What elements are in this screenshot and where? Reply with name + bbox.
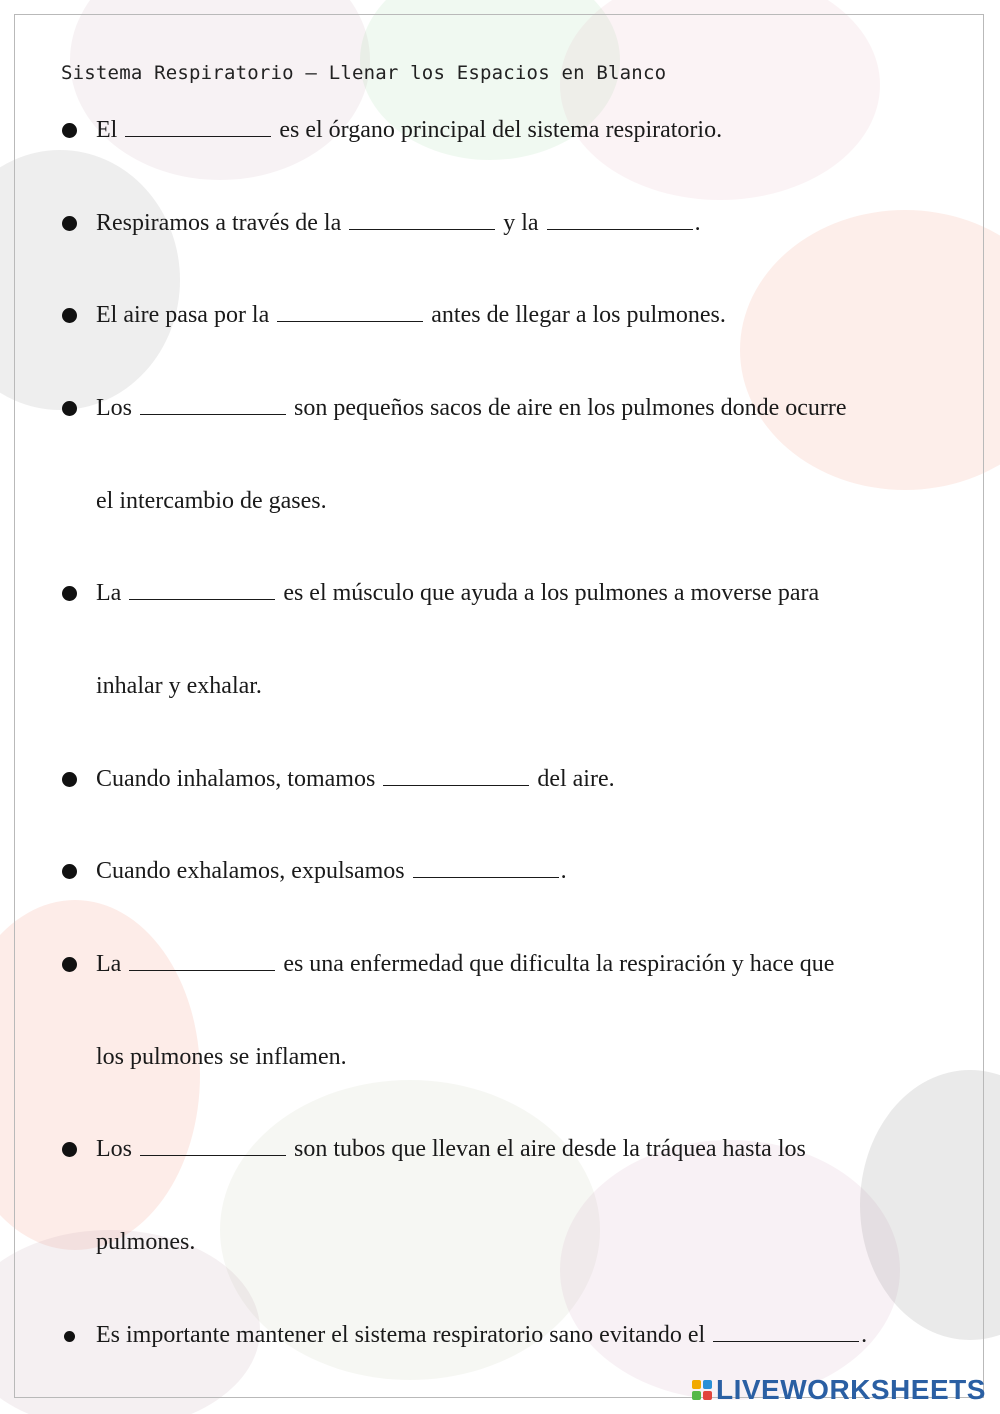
question-text: del aire.: [537, 766, 615, 792]
question-9: [96, 1134, 806, 1164]
question-text: El: [96, 117, 118, 143]
question-7: [96, 856, 567, 886]
answer-blank-1[interactable]: [125, 116, 271, 137]
question-text: antes de llegar a los pulmones.: [431, 302, 726, 328]
liveworksheets-logo-icon: [692, 1380, 712, 1400]
answer-blank-7[interactable]: [413, 857, 559, 878]
bullet-icon: [62, 308, 77, 323]
bullet-icon: [62, 1142, 77, 1157]
bullet-icon: [62, 864, 77, 879]
question-text: Los: [96, 1136, 132, 1162]
bullet-icon: [64, 1331, 75, 1342]
question-6: [96, 764, 615, 794]
question-text: Cuando exhalamos, expulsamos: [96, 858, 405, 884]
logo-text: LIVEWORKSHEETS: [716, 1374, 986, 1405]
question-text: Los: [96, 395, 132, 421]
question-text: La: [96, 580, 122, 606]
question-8: [96, 949, 834, 979]
question-text: es el órgano principal del sistema respiratorio.: [279, 117, 723, 143]
question-text: .: [694, 210, 701, 236]
answer-blank-8[interactable]: [129, 950, 275, 971]
bullet-icon: [62, 772, 77, 787]
question-text: Es importante mantener el sistema respiratorio sano evitando el: [96, 1322, 706, 1348]
question-4-continuation: el intercambio de gases.: [96, 488, 327, 514]
question-5: [96, 578, 819, 608]
question-10: [96, 1320, 867, 1350]
question-2: [96, 208, 701, 238]
question-text: Respiramos a través de la: [96, 210, 342, 236]
question-text: y la: [503, 210, 539, 236]
question-text: Cuando inhalamos, tomamos: [96, 766, 376, 792]
answer-blank-4[interactable]: [140, 394, 286, 415]
question-3: [96, 300, 726, 330]
worksheet-title: Sistema Respiratorio – Llenar los Espacios en Blanco: [61, 62, 667, 84]
question-text: es una enfermedad que dificulta la respiración y hace que: [283, 951, 835, 977]
question-text: La: [96, 951, 122, 977]
bullet-icon: [62, 586, 77, 601]
question-text: El aire pasa por la: [96, 302, 270, 328]
answer-blank-3[interactable]: [277, 301, 423, 322]
question-4: [96, 393, 847, 423]
question-5-continuation: inhalar y exhalar.: [96, 673, 262, 699]
question-text: es el músculo que ayuda a los pulmones a moverse para: [283, 580, 820, 606]
question-text: .: [560, 858, 567, 884]
answer-blank-2a[interactable]: [349, 209, 495, 230]
bullet-icon: [62, 957, 77, 972]
question-8-continuation: los pulmones se inflamen.: [96, 1044, 347, 1070]
answer-blank-10[interactable]: [713, 1321, 859, 1342]
answer-blank-2b[interactable]: [547, 209, 693, 230]
question-9-continuation: pulmones.: [96, 1229, 196, 1255]
liveworksheets-logo: [692, 1373, 986, 1407]
answer-blank-6[interactable]: [383, 765, 529, 786]
answer-blank-9[interactable]: [140, 1135, 286, 1156]
bullet-icon: [62, 123, 77, 138]
answer-blank-5[interactable]: [129, 579, 275, 600]
question-1: [96, 115, 722, 145]
bullet-icon: [62, 216, 77, 231]
question-text: son tubos que llevan el aire desde la tráquea hasta los: [294, 1136, 806, 1162]
question-text: .: [861, 1322, 868, 1348]
question-text: son pequeños sacos de aire en los pulmones donde ocurre: [294, 395, 847, 421]
bullet-icon: [62, 401, 77, 416]
